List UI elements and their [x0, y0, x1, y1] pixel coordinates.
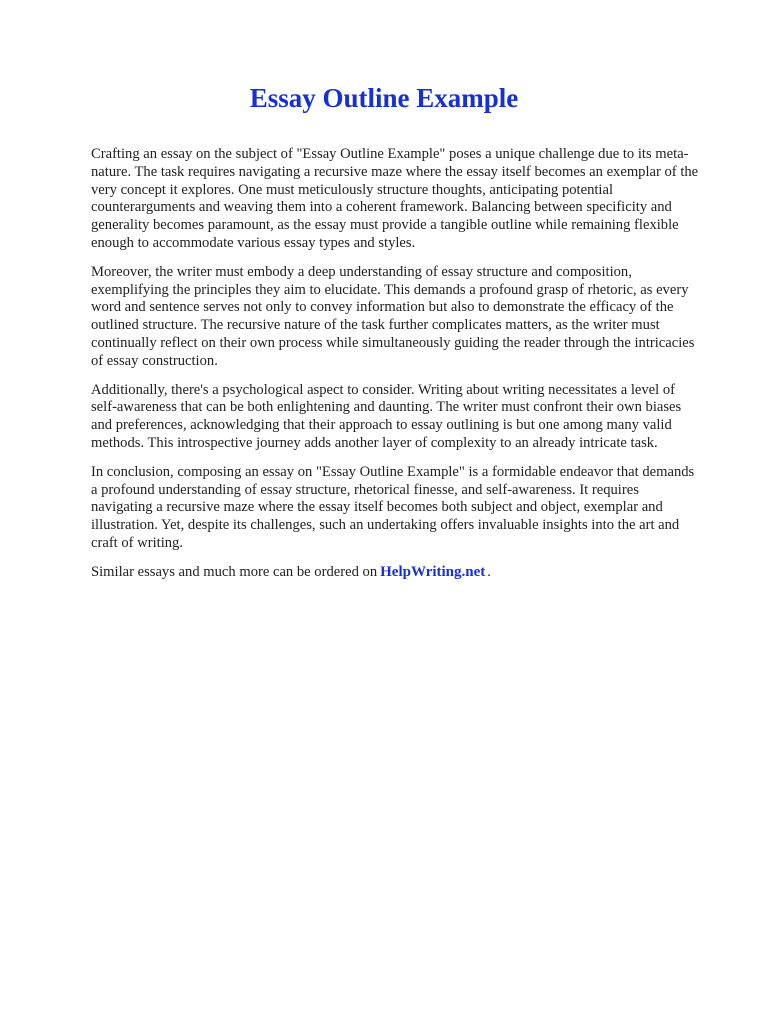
paragraph-1: Crafting an essay on the subject of "Essay Outline Example" poses a unique challenge due to its meta-nature. The task requires navigating a recursive maze where the essay itself becomes an exemplar of the very concept it explores. One must meticulously structure thoughts, anticipating potential counterarguments and weaving them into a coherent framework. Balancing between specificity and generality becomes paramount, as the essay must provide a tangible outline while remaining flexible enough to accommodate various essay types and styles. [91, 146, 699, 251]
page-title: Essay Outline Example [249, 83, 519, 113]
paragraph-3: Additionally, there's a psychological aspect to consider. Writing about writing necessitates a level of self-awareness that can be both enlightening and daunting. The writer must confront their own biases and preferences, acknowledging that their approach to essay outlining is but one among many valid methods. This introspective journey adds another layer of complexity to an already intricate task. [91, 381, 682, 451]
helpwriting-link[interactable]: HelpWriting.net [380, 563, 486, 580]
order-promo-line [91, 564, 703, 582]
essay-body [91, 146, 703, 582]
order-promo-period: . [487, 563, 491, 580]
paragraph-4: In conclusion, composing an essay on "Essay Outline Example" is a formidable endeavor that demands a profound understanding of essay structure, rhetorical finesse, and self-awareness. It requires navigating a recursive maze where the essay itself becomes both subject and object, exemplar and illustration. Yet, despite its challenges, such an undertaking offers invaluable insights into the art and craft of writing. [91, 463, 695, 551]
paragraph-2: Moreover, the writer must embody a deep understanding of essay structure and composition, exemplifying the principles they aim to elucidate. This demands a profound grasp of rhetoric, as every word and sentence serves not only to convey information but also to demonstrate the efficacy of the outlined structure. The recursive nature of the task further complicates matters, as the writer must continually reflect on their own process while simultaneously guiding the reader through the intricacies of essay construction. [91, 263, 695, 369]
order-promo-text: Similar essays and much more can be ordered on [91, 563, 378, 580]
